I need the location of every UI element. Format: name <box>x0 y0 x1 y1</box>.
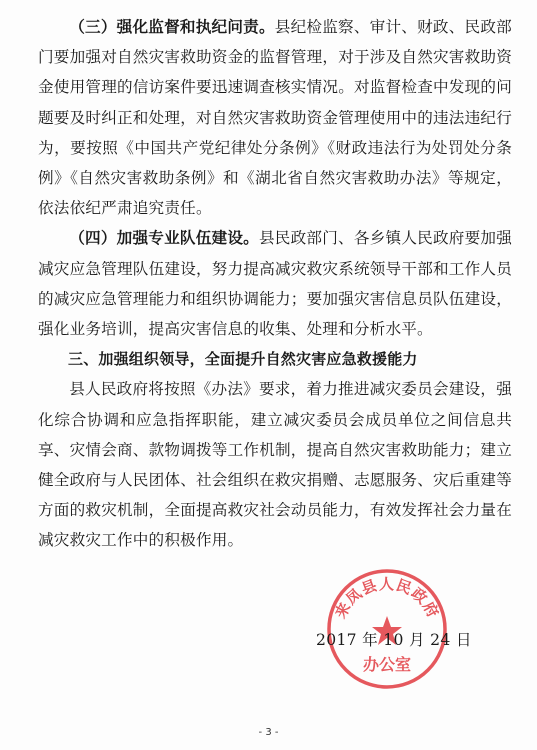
paragraph-supervision-body: 县纪检监察、审计、财政、民政部门要加强对自然灾害救助资金的监督管理，对于涉及自然灾害救助资金使用管理的信访案件要迅速调查核实情况。对监督检查中发现的问题要及时纠正和处理，对自然灾害救助资金管理使用中的违法违纪行为，要按照《中国共产党纪律处分条例》《财政违法行为处罚处分条例》《自然灾害救助条例》和《湖北省自然灾害救助办法》等规定，依法依纪严肃追究责任。 <box>38 18 512 218</box>
paragraph-supervision <box>38 12 512 223</box>
seal-bottom-text: 办公室 <box>362 655 412 674</box>
page-number: - 3 - <box>258 727 279 738</box>
paragraph-team-lead: （四）加强专业队伍建设。 <box>69 228 259 248</box>
paragraph-supervision-lead: （三）强化监督和执纪问责。 <box>69 17 275 36</box>
document-body <box>38 12 512 556</box>
paragraph-team-body: 县民政部门、各乡镇人民政府要加强减灾应急管理队伍建设，努力提高减灾救灾系统领导干部和工作人员的减灾应急管理能力和组织协调能力；要加强灾害信息员队伍建设，强化业务培训，提高灾害信息的收集、处理和分析水平。 <box>38 229 513 339</box>
seal-arc-text: 来凤县人民政府 <box>331 575 443 622</box>
document-date: 2017 年 10 月 24 日 <box>316 631 472 649</box>
paragraph-leadership: 县人民政府将按照《办法》要求，着力推进减灾委员会建设，强化综合协调和应急指挥职能，建立减灾委员会成员单位之间信息共享、灾情会商、款物调拨等工作机制，提高自然灾害救助能力；建立健全政府与人民团体、社会组织在救灾捐赠、志愿服务、灾后重建等方面的救灾机制，全面提高救灾社会动员能力，有效发挥社会力量在减灾救灾工作中的积极作用。 <box>38 380 512 550</box>
paragraph-team <box>38 223 512 344</box>
section-heading: 三、加强组织领导，全面提升自然灾害应急救援能力 <box>68 350 418 369</box>
